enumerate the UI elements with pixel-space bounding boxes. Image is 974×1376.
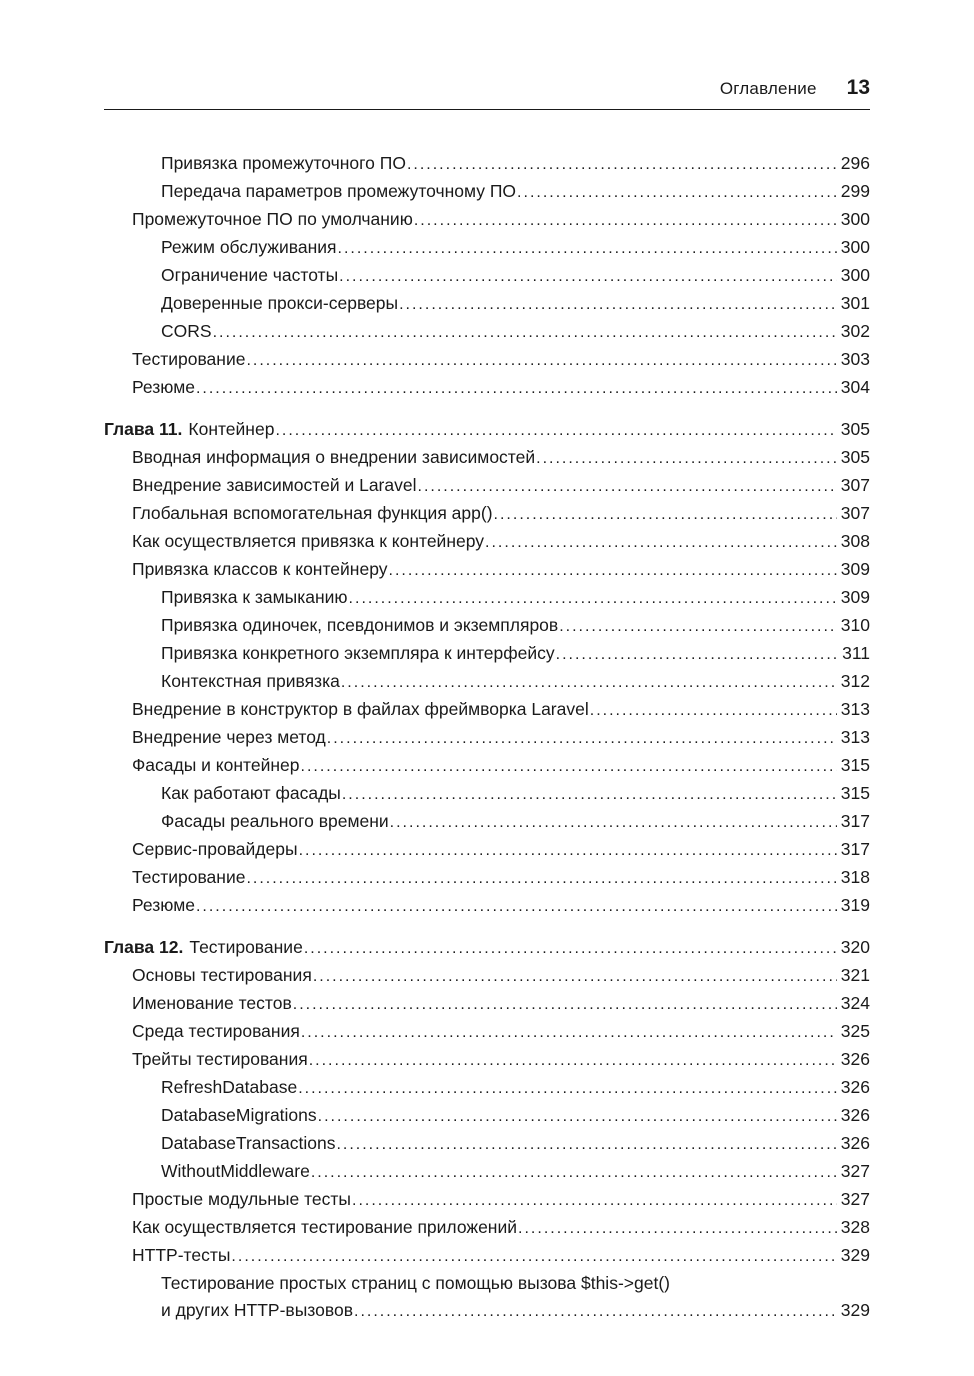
toc-entry-title: Резюме	[132, 895, 195, 915]
toc-entry	[104, 1130, 870, 1158]
toc-leader	[336, 1130, 836, 1158]
toc-entry-page: 302	[840, 321, 870, 341]
toc-entry-title: Как осуществляется тестирование приложений	[132, 1217, 518, 1237]
toc-leader	[313, 962, 837, 990]
toc-entry-page: 326	[840, 1077, 870, 1097]
toc-entry	[104, 1214, 870, 1242]
toc-leader	[299, 836, 837, 864]
toc-entry-title: DatabaseTransactions	[161, 1133, 336, 1153]
toc-entry-title: Резюме	[132, 377, 195, 397]
toc-leader	[275, 416, 836, 444]
toc-entry	[104, 696, 870, 724]
toc-entry-page: 320	[840, 937, 870, 957]
toc-entry-page: 303	[840, 349, 870, 369]
toc-entry-title: Основы тестирования	[132, 965, 312, 985]
toc-leader	[304, 934, 837, 962]
toc-leader	[389, 556, 837, 584]
toc-leader	[536, 444, 837, 472]
toc-entry	[104, 528, 870, 556]
toc-entry	[104, 1158, 870, 1186]
toc-entry-title: Сервис-провайдеры	[132, 839, 298, 859]
toc-entry-page: 305	[840, 447, 870, 467]
toc-leader	[352, 1186, 837, 1214]
toc-leader	[559, 612, 837, 640]
toc-entry	[104, 1046, 870, 1074]
toc-entry	[104, 1297, 870, 1325]
toc-leader	[311, 1158, 837, 1186]
toc-entry-page: 312	[840, 671, 870, 691]
toc-entry-page: 307	[840, 503, 870, 523]
toc-entry-title: Простые модульные тесты	[132, 1189, 351, 1209]
toc-leader	[414, 206, 837, 234]
toc-entry-title: Глобальная вспомогательная функция app()	[132, 503, 493, 523]
toc-entry-page: 304	[840, 377, 870, 397]
toc-entry-title: Как работают фасады	[161, 783, 341, 803]
toc-leader	[407, 150, 837, 178]
toc-entry-title: Тестирование	[189, 937, 303, 957]
toc-entry-title: Контекстная привязка	[161, 671, 340, 691]
toc-entry-title: Фасады реального времени	[161, 811, 389, 831]
toc-entry-title: WithoutMiddleware	[161, 1161, 310, 1181]
toc-leader	[349, 584, 837, 612]
toc-entry	[104, 962, 870, 990]
toc-entry	[104, 640, 870, 668]
toc-entry-title: Среда тестирования	[132, 1021, 300, 1041]
toc-entry-page: 307	[840, 475, 870, 495]
toc-entry-title: CORS	[161, 321, 212, 341]
toc-entry-title: Тестирование	[132, 349, 246, 369]
toc-entry-title: Вводная информация о внедрении зависимостей	[132, 447, 536, 467]
toc-leader	[196, 374, 837, 402]
toc-entry-title: Привязка промежуточного ПО	[161, 153, 406, 173]
toc-entry-title: Привязка к замыканию	[161, 587, 348, 607]
toc-entry-title: HTTP-тесты	[132, 1245, 231, 1265]
toc-entry-title: и других HTTP-вызовов	[161, 1300, 353, 1320]
header-page-number: 13	[846, 76, 870, 99]
toc-entry-title: Ограничение частоты	[161, 265, 339, 285]
toc-entry-title: Фасады и контейнер	[132, 755, 300, 775]
toc-entry-page: 326	[840, 1049, 870, 1069]
toc-entry-chapter: Глава 11.	[104, 419, 183, 439]
toc-leader	[246, 346, 836, 374]
toc-entry-page: 329	[840, 1300, 870, 1320]
toc-entry-title: Привязка классов к контейнеру	[132, 559, 388, 579]
toc-entry	[104, 206, 870, 234]
toc-leader	[518, 1214, 837, 1242]
toc-entry	[104, 1242, 870, 1270]
toc-entry	[104, 864, 870, 892]
toc-leader	[246, 864, 836, 892]
toc-entry-title: Тестирование простых страниц с помощью вызова $this->get()	[161, 1273, 670, 1293]
toc-leader	[339, 262, 837, 290]
toc-leader	[418, 472, 837, 500]
toc-entry	[104, 934, 870, 962]
toc-entry-page: 310	[840, 615, 870, 635]
toc-entry	[104, 990, 870, 1018]
toc-leader	[556, 640, 838, 668]
toc-entry-page: 300	[840, 209, 870, 229]
toc-entry-page: 321	[840, 965, 870, 985]
toc-entry	[104, 612, 870, 640]
toc-entry-page: 309	[840, 587, 870, 607]
toc-entry-title: Внедрение зависимостей и Laravel	[132, 475, 417, 495]
toc-entry	[104, 444, 870, 472]
toc-leader	[399, 290, 837, 318]
toc-entry	[104, 346, 870, 374]
toc-leader	[309, 1046, 837, 1074]
toc-leader	[590, 696, 837, 724]
toc-entry-page: 328	[840, 1217, 870, 1237]
toc-entry-page: 326	[840, 1105, 870, 1125]
toc-leader	[298, 1074, 837, 1102]
toc-entry-page: 325	[840, 1021, 870, 1041]
toc-entry-page: 305	[840, 419, 870, 439]
toc-entry-title: Внедрение через метод	[132, 727, 326, 747]
toc-entry-title: Тестирование	[132, 867, 246, 887]
toc-entry-title: Внедрение в конструктор в файлах фреймворка Laravel	[132, 699, 589, 719]
toc-entry-title: Режим обслуживания	[161, 237, 337, 257]
toc-entry	[104, 584, 870, 612]
toc-leader	[196, 892, 837, 920]
toc-entry-title: Трейты тестирования	[132, 1049, 308, 1069]
toc-entry-title: Как осуществляется привязка к контейнеру	[132, 531, 485, 551]
toc-entry	[104, 374, 870, 402]
toc-entry-page: 300	[840, 237, 870, 257]
toc-entry-page: 324	[840, 993, 870, 1013]
toc-entry-page: 315	[840, 755, 870, 775]
toc-entry	[104, 752, 870, 780]
toc-leader	[354, 1297, 837, 1325]
toc-leader	[517, 178, 837, 206]
toc-leader	[485, 528, 837, 556]
toc-entry-page: 319	[840, 895, 870, 915]
toc-entry-page: 313	[840, 699, 870, 719]
toc-entry-page: 326	[840, 1133, 870, 1153]
toc-leader	[341, 668, 837, 696]
toc-entry-title: Передача параметров промежуточному ПО	[161, 181, 517, 201]
toc-leader	[494, 500, 837, 528]
toc-entry-page: 311	[842, 643, 870, 663]
toc-entry	[104, 178, 870, 206]
toc-entry	[104, 1102, 870, 1130]
toc-entry-page: 313	[840, 727, 870, 747]
toc-entry	[104, 808, 870, 836]
toc-entry	[104, 556, 870, 584]
toc-entry-page: 299	[840, 181, 870, 201]
toc-entry-page: 317	[840, 839, 870, 859]
toc-leader	[301, 1018, 837, 1046]
toc-leader	[293, 990, 837, 1018]
toc-leader	[342, 780, 837, 808]
toc-entry-title: DatabaseMigrations	[161, 1105, 317, 1125]
toc-entry-page: 309	[840, 559, 870, 579]
toc-leader	[338, 234, 837, 262]
toc-entry-chapter: Глава 12.	[104, 937, 184, 957]
toc-entry	[104, 668, 870, 696]
toc-entry	[104, 836, 870, 864]
toc-entry	[104, 234, 870, 262]
toc-entry-page: 327	[840, 1161, 870, 1181]
toc-entry	[104, 500, 870, 528]
toc-entry	[104, 1018, 870, 1046]
toc-entry-page: 318	[840, 867, 870, 887]
toc-entry-title: RefreshDatabase	[161, 1077, 298, 1097]
toc-entry-title: Привязка одиночек, псевдонимов и экземпляров	[161, 615, 559, 635]
toc-leader	[390, 808, 837, 836]
toc-entry	[104, 780, 870, 808]
toc-entry-page: 308	[840, 531, 870, 551]
toc-entry-title: Контейнер	[188, 419, 275, 439]
toc-entry-title: Привязка конкретного экземпляра к интерфейсу	[161, 643, 555, 663]
toc-leader	[318, 1102, 837, 1130]
toc-entry	[104, 1074, 870, 1102]
toc-leader	[231, 1242, 836, 1270]
toc-entry	[104, 150, 870, 178]
toc-leader	[213, 318, 837, 346]
toc-entry-page: 301	[840, 293, 870, 313]
toc-list	[104, 150, 870, 1325]
toc-entry	[104, 318, 870, 346]
toc-entry-page: 327	[840, 1189, 870, 1209]
toc-entry-title: Промежуточное ПО по умолчанию	[132, 209, 413, 229]
toc-entry-page: 300	[840, 265, 870, 285]
toc-entry-title: Доверенные прокси-серверы	[161, 293, 399, 313]
toc-entry	[104, 416, 870, 444]
toc-entry	[104, 724, 870, 752]
toc-entry	[104, 472, 870, 500]
toc-entry-page: 329	[840, 1245, 870, 1265]
page-header	[104, 76, 870, 110]
toc-entry	[104, 262, 870, 290]
toc-entry-title: Именование тестов	[132, 993, 292, 1013]
toc-entry-page: 315	[840, 783, 870, 803]
toc-entry	[104, 892, 870, 920]
toc-leader	[301, 752, 837, 780]
toc-entry	[104, 1186, 870, 1214]
header-section-title: Оглавление	[719, 79, 817, 98]
toc-leader	[327, 724, 837, 752]
toc-entry-page: 296	[840, 153, 870, 173]
toc-entry	[104, 290, 870, 318]
toc-entry-page: 317	[840, 811, 870, 831]
toc-entry	[104, 1270, 870, 1297]
